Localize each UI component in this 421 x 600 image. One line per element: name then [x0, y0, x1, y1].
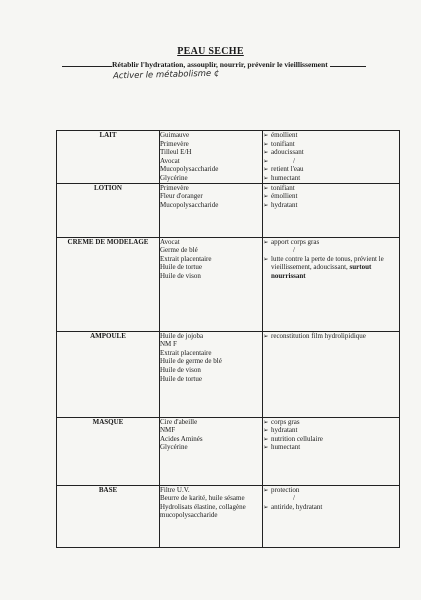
effect-text: retient l'eau: [271, 165, 304, 174]
ingredient-item: Fleur d'oranger: [160, 192, 203, 201]
effects-cell: [263, 183, 400, 237]
category-cell: [57, 237, 160, 331]
effect-text: tonifiant: [271, 183, 295, 192]
effect-text: reconstitution film hydrolipidique: [271, 331, 366, 340]
subtitle-rule-right: [330, 66, 366, 67]
arrow-bullet-icon: ➢: [263, 331, 269, 340]
ingredient-item: mucopolysaccharide: [160, 511, 218, 520]
table-row: [57, 331, 400, 417]
effect-item: [263, 255, 399, 281]
category-label: LOTION: [93, 183, 122, 192]
arrow-bullet-icon: ➢: [263, 417, 269, 426]
ingredient-item: Huile de jojoba: [160, 331, 204, 340]
effect-text: humectant: [271, 443, 301, 452]
ingredient-item: Huile de tortue: [160, 263, 202, 272]
effect-text: corps gras: [271, 417, 300, 426]
effect-text: humectant: [271, 173, 301, 182]
effect-item: [263, 165, 399, 174]
effect-item: [263, 238, 399, 247]
arrow-bullet-icon: ➢: [263, 434, 269, 443]
table-body: [57, 131, 400, 548]
effect-item: [263, 201, 399, 210]
arrow-bullet-icon: ➢: [263, 485, 269, 494]
effects-cell: [263, 237, 400, 331]
effect-item: [263, 503, 399, 512]
ingredient-item: Huile de vison: [160, 271, 201, 280]
effect-item: [263, 435, 399, 444]
table-row: [57, 417, 400, 485]
ingredient-item: Avocat: [160, 237, 180, 246]
ingredient-item: Beurre de karité, huile sésame: [160, 494, 245, 503]
effect-item: [263, 443, 399, 452]
effect-text: protection: [271, 485, 300, 494]
effect-item: [263, 174, 399, 183]
effect-text: antiride, hydratant: [271, 502, 323, 511]
ingredients-cell: [160, 183, 263, 237]
ingredient-item: Guimauve: [160, 131, 190, 139]
ingredient-item: Tilleul E/H: [160, 148, 192, 157]
ingredient-item: Mucopolysaccharide: [160, 165, 219, 174]
ingredient-item: Mucopolysaccharide: [160, 200, 219, 209]
category-label: LAIT: [99, 131, 117, 139]
effect-text: émollient: [271, 192, 298, 201]
arrow-bullet-icon: ➢: [263, 443, 269, 452]
handwritten-note: Activer le métabolisme ¢: [112, 68, 220, 82]
arrow-bullet-icon: ➢: [263, 139, 269, 148]
ingredient-item: Primevère: [160, 183, 189, 192]
arrow-bullet-icon: ➢: [263, 165, 269, 174]
effect-item: [263, 157, 399, 166]
effect-text: tonifiant: [271, 139, 295, 148]
ingredient-item: Cire d'abeille: [160, 417, 198, 426]
effect-text: /: [293, 246, 295, 255]
ingredient-item: Huile de germe de blé: [160, 357, 222, 366]
effect-item: [263, 140, 399, 149]
ingredient-item: Extrait placentaire: [160, 348, 212, 357]
effect-text: émollient: [271, 131, 298, 139]
effects-cell: [263, 485, 400, 547]
ingredient-item: Glycérine: [160, 173, 188, 182]
effect-text: adoucissant: [271, 148, 304, 157]
effects-cell: [263, 131, 400, 184]
ingredient-item: Germe de blé: [160, 246, 198, 255]
arrow-bullet-icon: ➢: [263, 192, 269, 201]
ingredient-item: NM F: [160, 340, 177, 349]
category-cell: [57, 485, 160, 547]
category-label: CREME DE MODELAGE: [67, 237, 149, 246]
arrow-bullet-icon: ➢: [263, 254, 269, 263]
category-cell: [57, 417, 160, 485]
arrow-bullet-icon: ➢: [263, 183, 269, 192]
products-table: [56, 130, 400, 548]
page-title: PEAU SECHE: [177, 46, 244, 57]
ingredients-cell: [160, 131, 263, 184]
arrow-bullet-icon: ➢: [263, 156, 269, 165]
effect-item: [263, 192, 399, 201]
category-label: AMPOULE: [90, 331, 126, 340]
effect-item: [263, 184, 399, 193]
effect-item: [263, 486, 399, 495]
subtitle-row: [62, 60, 408, 72]
category-label: MASQUE: [92, 417, 124, 426]
ingredients-cell: [160, 331, 263, 417]
ingredient-item: Avocat: [160, 156, 180, 165]
ingredient-item: Glycérine: [160, 443, 188, 452]
effect-text: hydratant: [271, 426, 298, 435]
effect-item: [263, 148, 399, 157]
effect-emphasis: surtout nourrissant: [271, 263, 372, 280]
table-row: [57, 237, 400, 331]
category-label: BASE: [98, 485, 118, 494]
ingredients-cell: [160, 237, 263, 331]
ingredient-item: Acides Aminés: [160, 434, 203, 443]
ingredient-item: Filtre U.V.: [160, 485, 190, 494]
arrow-bullet-icon: ➢: [263, 173, 269, 182]
category-cell: [57, 131, 160, 184]
effects-cell: [263, 417, 400, 485]
effect-text: nutrition cellulaire: [271, 434, 323, 443]
arrow-bullet-icon: ➢: [263, 426, 269, 435]
effect-text: lutte contre la perte de tonus, prévient le vieillissement, adoucissant,: [271, 254, 384, 272]
effect-text: /: [293, 494, 295, 503]
effects-cell: [263, 331, 400, 417]
ingredients-cell: [160, 417, 263, 485]
effect-item: [263, 494, 399, 503]
effect-item: [263, 332, 399, 341]
arrow-bullet-icon: ➢: [263, 131, 269, 139]
effect-item: [263, 418, 399, 427]
effect-text: hydratant: [271, 200, 298, 209]
ingredient-item: NMF: [160, 426, 176, 435]
effect-text: /: [293, 156, 295, 165]
effect-item: [263, 131, 399, 140]
effect-text: apport corps gras: [271, 237, 320, 246]
table-row: [57, 131, 400, 184]
arrow-bullet-icon: ➢: [263, 200, 269, 209]
ingredient-item: Hydrolisats élastine, collagène: [160, 502, 246, 511]
category-cell: [57, 183, 160, 237]
ingredient-item: Primevère: [160, 139, 189, 148]
arrow-bullet-icon: ➢: [263, 502, 269, 511]
subtitle: Rétablir l'hydratation, assouplir, nourrir, prévenir le vieillissement: [112, 60, 328, 69]
table-row: [57, 485, 400, 547]
ingredient-item: Huile de vison: [160, 365, 201, 374]
subtitle-rule-left: [62, 66, 112, 67]
effect-item: [263, 246, 399, 255]
arrow-bullet-icon: ➢: [263, 237, 269, 246]
arrow-bullet-icon: ➢: [263, 148, 269, 157]
effect-item: [263, 426, 399, 435]
ingredient-item: Extrait placentaire: [160, 254, 212, 263]
ingredients-cell: [160, 485, 263, 547]
category-cell: [57, 331, 160, 417]
table-row: [57, 183, 400, 237]
ingredient-item: Huile de tortue: [160, 374, 202, 383]
